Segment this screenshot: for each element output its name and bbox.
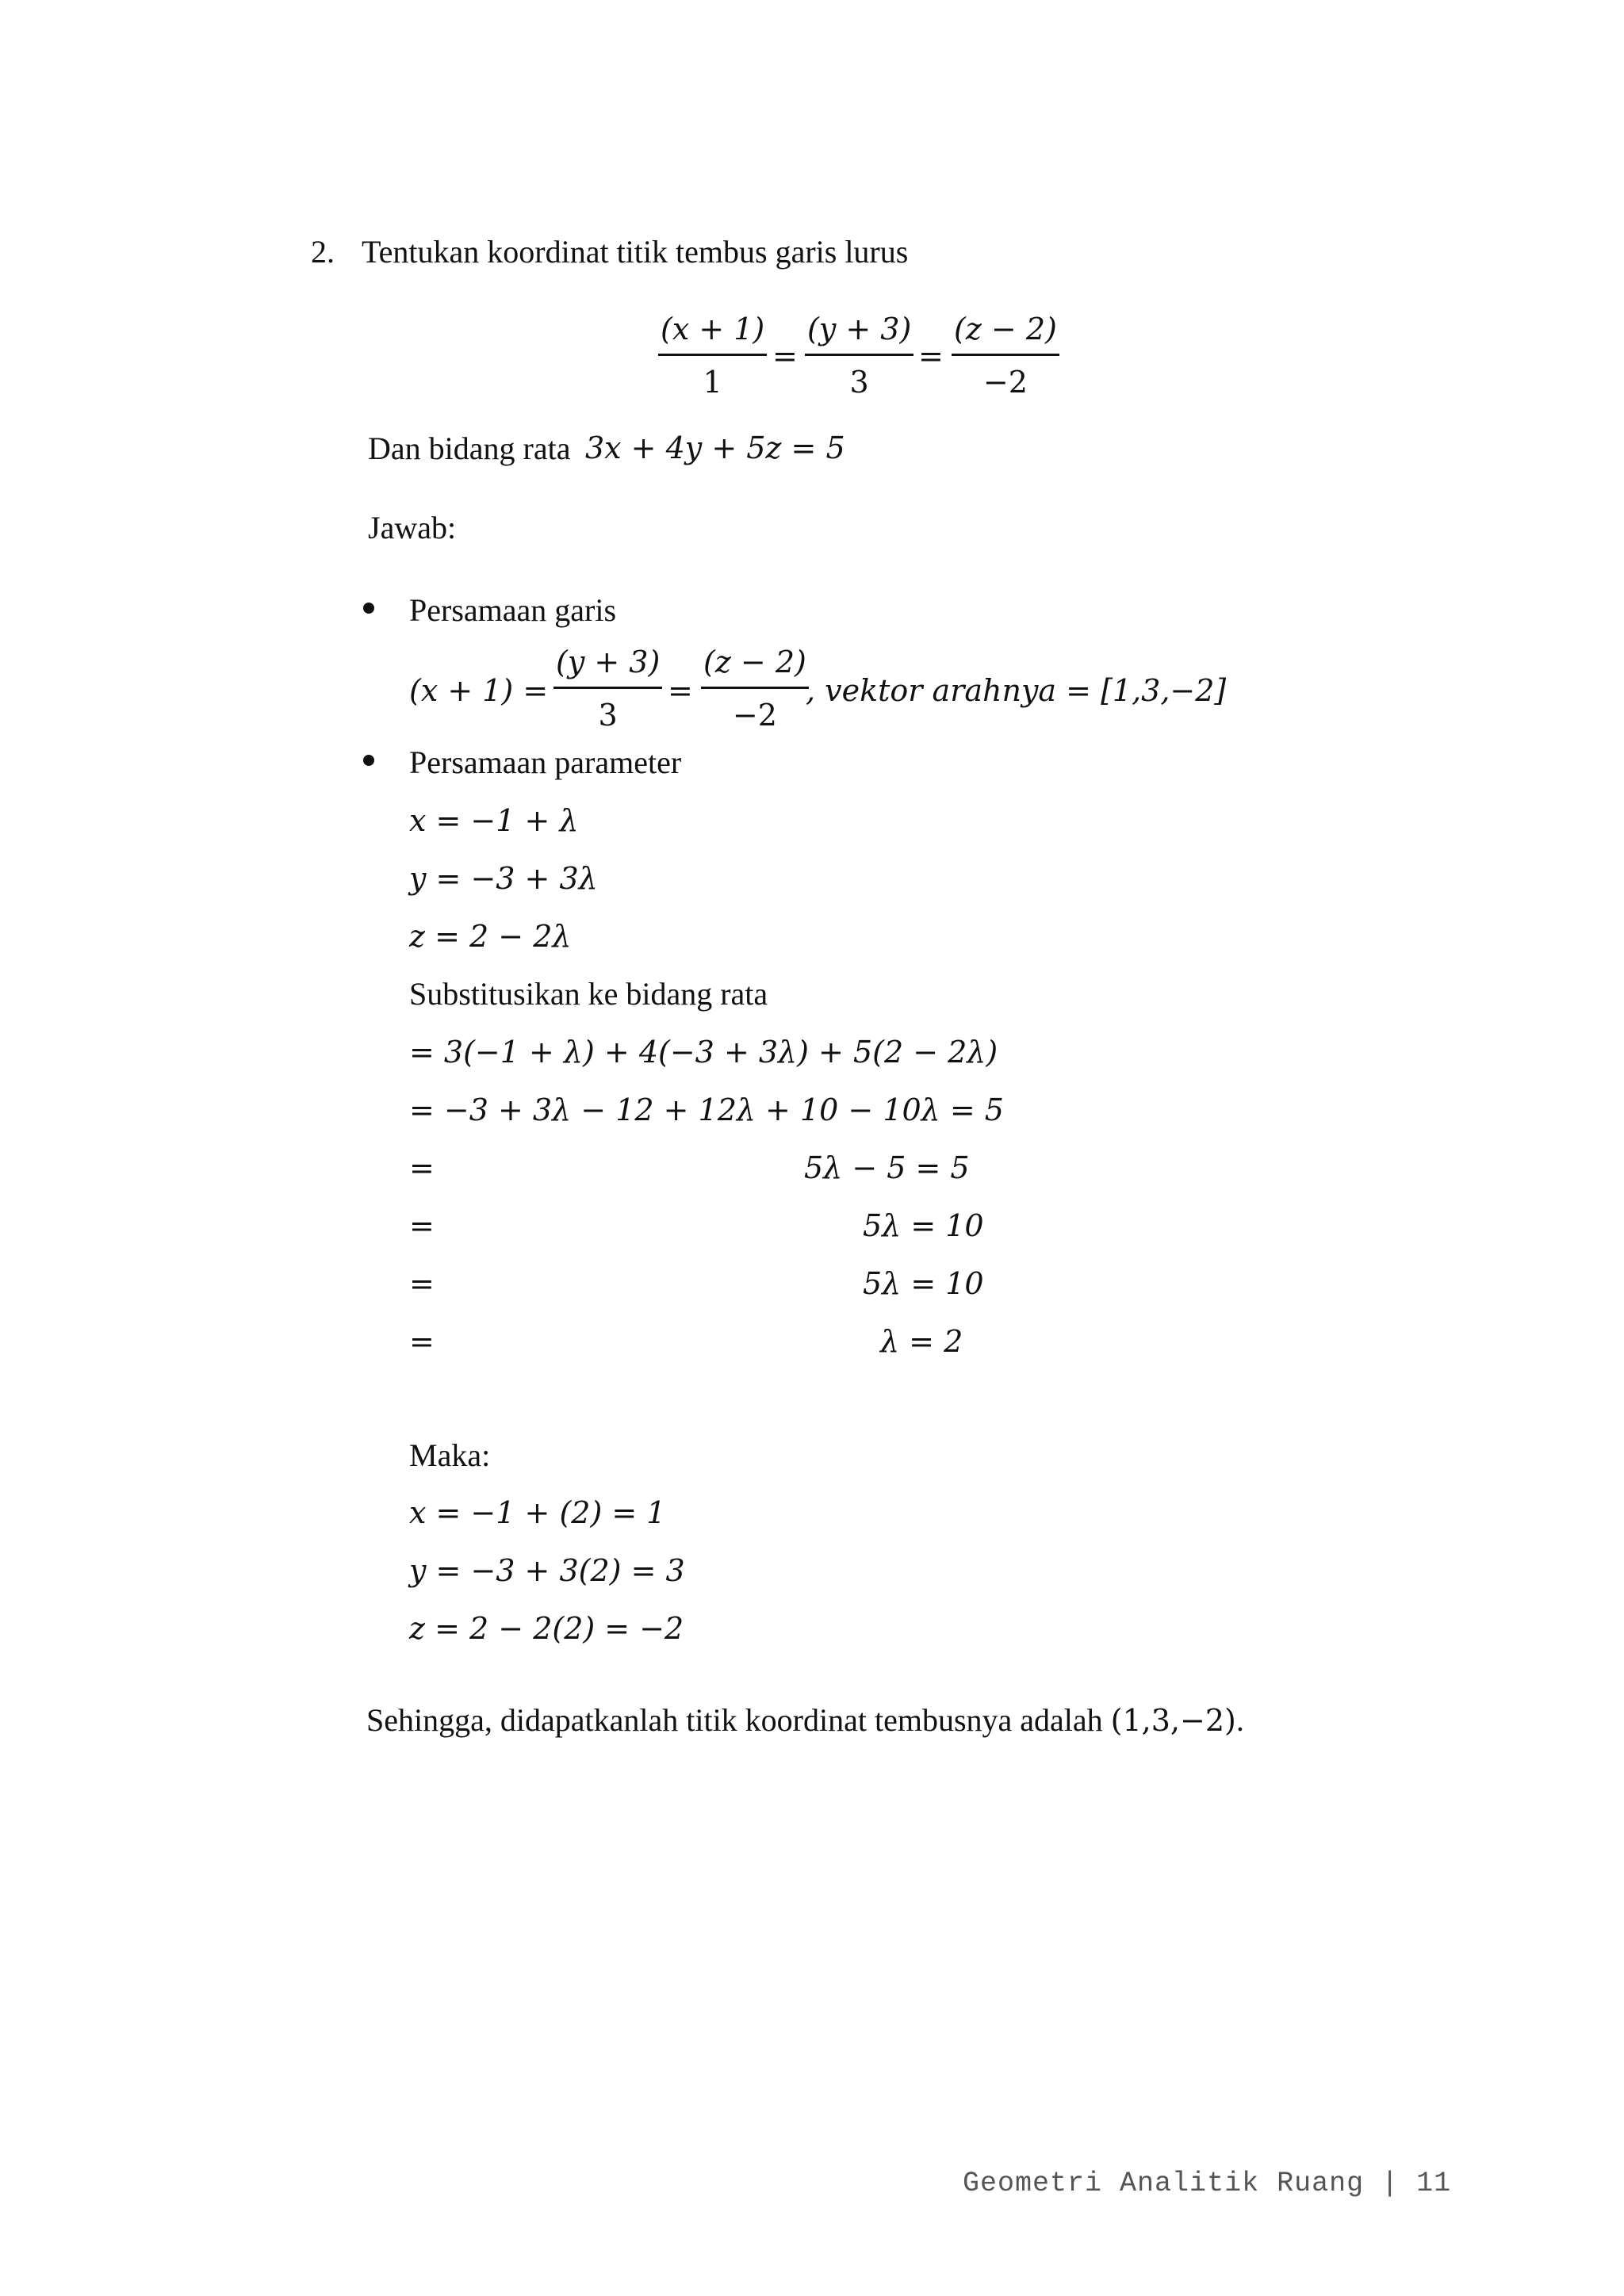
equals-sign: =: [668, 673, 693, 708]
step-expression: λ = 2: [880, 1324, 963, 1359]
fraction-z-denominator: −2: [732, 698, 777, 733]
step-equals: =: [409, 1208, 435, 1243]
problem-statement: Tentukan koordinat titik tembus garis lurus: [362, 234, 909, 270]
fraction-bar: [952, 354, 1059, 356]
section-title-parameter: Persamaan parameter: [409, 744, 682, 780]
answer-label: Jawab:: [368, 510, 457, 545]
result-z: z = 2 − 2(2) = −2: [409, 1611, 684, 1646]
param-z: z = 2 − 2λ: [409, 919, 572, 954]
substitution-line: = 3(−1 + λ) + 4(−3 + 3λ) + 5(2 − 2λ): [409, 1035, 998, 1070]
fraction-x-denominator: 1: [703, 365, 722, 400]
fraction-x-numerator: (x + 1): [661, 312, 765, 346]
param-y: y = −3 + 3λ: [409, 861, 598, 896]
fraction-z: [701, 645, 809, 733]
footer: [928, 2142, 1451, 2198]
final-point: (1,3,−2): [1110, 1703, 1236, 1738]
plane-equation: 3x + 4y + 5z = 5: [585, 430, 845, 465]
equals-sign: =: [918, 339, 944, 373]
fraction-bar: [658, 354, 767, 356]
direction-vector: , vektor arahnya = [1,3,−2]: [806, 673, 1227, 708]
result-x: x = −1 + (2) = 1: [409, 1495, 666, 1530]
equals-sign: =: [772, 339, 798, 373]
final-text: Sehingga, didapatkanlah titik koordinat tembusnya adalah: [366, 1702, 1111, 1738]
final-statement: [360, 1690, 1244, 1736]
fraction-bar: [553, 687, 662, 689]
fraction-y-denominator: 3: [598, 698, 618, 733]
conclusion-label: Maka:: [409, 1437, 491, 1473]
bullet-icon: [363, 755, 374, 766]
bullet-icon: [363, 603, 374, 614]
line-lhs: (x + 1) =: [409, 673, 549, 708]
fraction-z: [952, 312, 1059, 400]
footer-title: Geometri Analitik Ruang: [963, 2168, 1365, 2199]
fraction-y-numerator: (y + 3): [556, 645, 661, 679]
substitution-label: Substitusikan ke bidang rata: [409, 976, 768, 1012]
step-equals: =: [409, 1324, 435, 1359]
result-y: y = −3 + 3(2) = 3: [409, 1553, 685, 1588]
fraction-x: [658, 312, 767, 400]
fraction-z-numerator: (z − 2): [954, 312, 1057, 346]
fraction-z-denominator: −2: [982, 365, 1028, 400]
fraction-bar: [701, 687, 809, 689]
fraction-y-numerator: (y + 3): [807, 312, 912, 346]
fraction-y: [805, 312, 914, 400]
problem-number: 2.: [311, 234, 335, 270]
fraction-z-numerator: (z − 2): [703, 645, 806, 679]
fraction-y: [553, 645, 662, 733]
plane-text: Dan bidang rata: [368, 430, 579, 466]
step-equals: =: [409, 1150, 435, 1185]
step-expression: 5λ = 10: [863, 1208, 984, 1243]
section-title-line-equation: Persamaan garis: [409, 592, 617, 628]
substitution-line: = −3 + 3λ − 12 + 12λ + 10 − 10λ = 5: [409, 1093, 1004, 1127]
step-expression: 5λ − 5 = 5: [804, 1150, 970, 1185]
fraction-y-denominator: 3: [849, 365, 869, 400]
param-x: x = −1 + λ: [409, 803, 579, 838]
final-period: .: [1235, 1702, 1244, 1738]
fraction-bar: [805, 354, 914, 356]
step-equals: =: [409, 1266, 435, 1301]
step-expression: 5λ = 10: [863, 1266, 984, 1301]
page-number: 11: [1416, 2168, 1452, 2199]
footer-separator: |: [1381, 2168, 1400, 2199]
